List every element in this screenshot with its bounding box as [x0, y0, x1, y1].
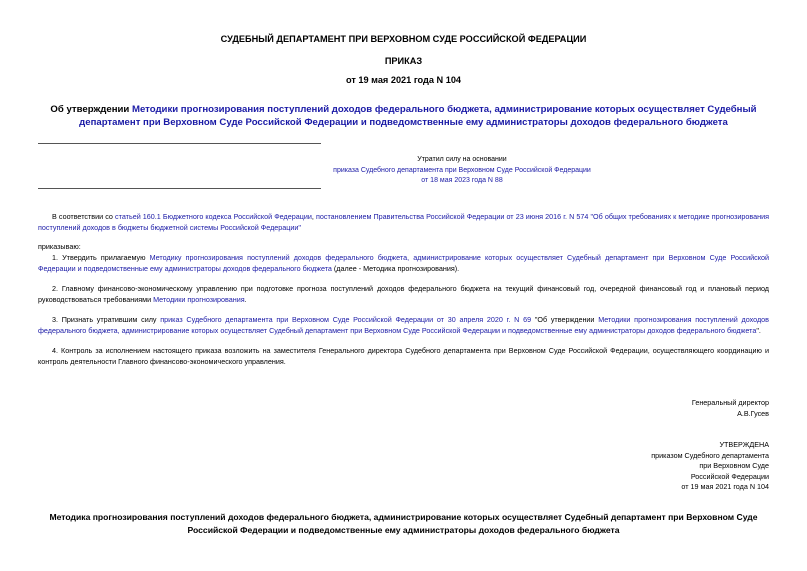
- repeal-order-link[interactable]: приказа Судебного департамента при Верховном Суде Российской Федерации: [333, 166, 591, 174]
- approval-line-3: Российской Федерации: [690, 471, 769, 481]
- order-item-2: [38, 284, 769, 305]
- item-2-suffix: .: [244, 294, 247, 304]
- divider-top: [38, 143, 321, 144]
- order-item-1: [38, 253, 769, 274]
- organization-heading: СУДЕБНЫЙ ДЕПАРТАМЕНТ ПРИ ВЕРХОВНОМ СУДЕ РОССИЙСКОЙ ФЕДЕРАЦИИ: [220, 34, 587, 44]
- methodology-link[interactable]: Методики прогнозирования поступлений доходов федерального бюджета, администрирование которых осуществляет Судебный департамент при Верховном Суде Российской Федерации и подведомственные ему администраторы доходов федерального бюджета: [79, 104, 757, 128]
- preamble-separator: ,: [311, 212, 316, 221]
- title-prefix: Об утверждении: [50, 104, 132, 115]
- divider-bottom: [38, 188, 321, 189]
- item-1-methodology-link[interactable]: Методику прогнозирования поступлений доходов федерального бюджета, администрирование которых осуществляет Судебный департамент при Верховном Суде Российской Федерации и подведомственные ему администраторы доходов федерального бюджета: [38, 253, 769, 273]
- signature-block: [692, 398, 769, 419]
- approval-line-2: при Верховном Суде: [699, 461, 769, 470]
- document-type: ПРИКАЗ: [384, 56, 423, 66]
- preamble-text: В соответствии со: [52, 212, 116, 221]
- approval-line-4: от 19 мая 2021 года N 104: [681, 482, 769, 491]
- preamble: [38, 212, 769, 233]
- item-3-text: 3. Признать утратившим силу: [52, 315, 161, 324]
- item-1-suffix: (далее - Методика прогнозирования).: [331, 263, 460, 273]
- repeal-note-line: Утратил силу на основании: [417, 156, 507, 163]
- order-item-3: [38, 315, 769, 336]
- repeal-order-date-link[interactable]: от 18 мая 2023 года N 88: [421, 177, 503, 184]
- item-3-order-link[interactable]: приказ Судебного департамента при Верховном Суде Российской Федерации от 30 апреля 2020 г. N 69: [160, 315, 532, 324]
- repeal-note: [250, 155, 674, 187]
- document-title: [30, 103, 777, 129]
- item-3-middle: "Об утверждении: [531, 315, 599, 324]
- item-2-text: 2. Главному финансово-экономическому управлению при подготовке прогноза поступлений доходов федерального бюджета на текущий финансовый год, очередной финансовый год и плановый период руководствоваться требованиями: [38, 284, 769, 304]
- order-word: приказываю:: [38, 242, 81, 251]
- methodology-title: Методика прогнозирования поступлений доходов федерального бюджета, администрирование которых осуществляет Судебный департамент при Верховном Суде Российской Федерации и подведомственные ему администраторы доходов федерального бюджета: [49, 512, 758, 535]
- budget-code-link[interactable]: статьей 160.1 Бюджетного кодекса Российской Федерации: [115, 212, 312, 221]
- government-resolution-link[interactable]: постановлением Правительства Российской Федерации от 23 июня 2016 г. N 574 "Об общих требованиях к методике прогнозирования поступлений доходов в бюджеты бюджетной системы Российской Федерации": [38, 212, 770, 232]
- signature-position: Генеральный директор: [691, 398, 769, 407]
- item-4-text: 4. Контроль за исполнением настоящего приказа возложить на заместителя Генерального директора Судебного департамента при Верховном Суде Российской Федерации, осуществляющего координацию и контроль деятельности Главного финансово-экономического управления.: [38, 346, 769, 366]
- item-2-methodology-link[interactable]: Методики прогнозирования: [153, 294, 245, 304]
- approval-line-1: приказом Судебного департамента: [651, 450, 769, 460]
- order-item-4: [38, 346, 769, 367]
- item-3-methodology-link[interactable]: Методики прогнозирования поступлений доходов федерального бюджета, администрирование которых осуществляет Судебный департамент при Верховном Суде Российской Федерации и подведомственные ему администраторы доходов федерального бюджета: [38, 315, 769, 335]
- item-1-text: 1. Утвердить прилагаемую: [52, 253, 150, 262]
- document-date-number: от 19 мая 2021 года N 104: [345, 75, 462, 85]
- approval-block: [651, 440, 769, 493]
- item-3-suffix: ".: [756, 325, 761, 335]
- approval-title: УТВЕРЖДЕНА: [719, 440, 769, 449]
- signature-name: А.В.Гусев: [737, 408, 769, 418]
